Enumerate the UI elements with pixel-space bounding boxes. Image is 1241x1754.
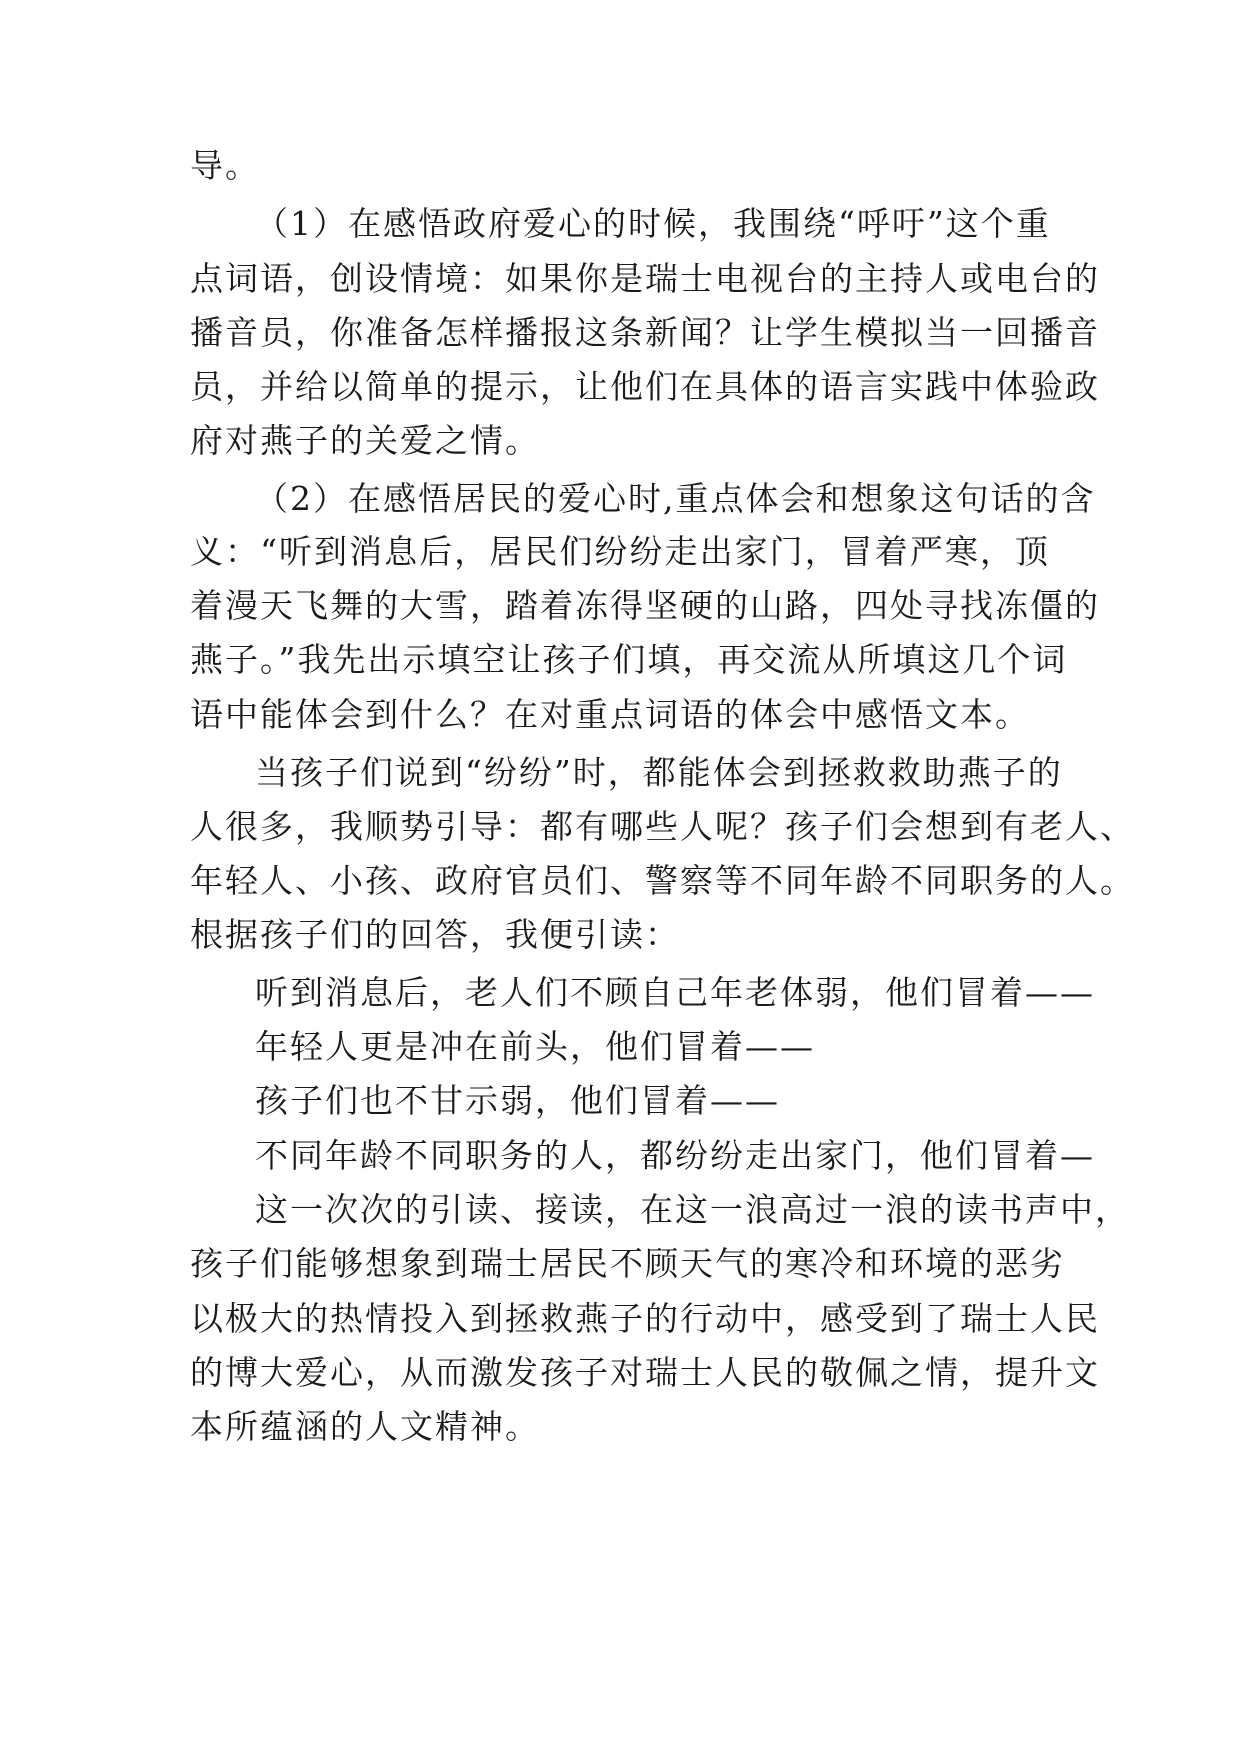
- quote-line: 听到消息后，老人们不顾自己年老体弱，他们冒着——: [255, 973, 1095, 1012]
- quote-line: 孩子们也不甘示弱，他们冒着——: [255, 1081, 780, 1120]
- paragraph-line: 孩子们能够想象到瑞士居民不顾天气的寒冷和环境的恶劣: [190, 1244, 1065, 1283]
- paragraph-line: 语中能体会到什么？在对重点词语的体会中感悟文本。: [190, 695, 1030, 734]
- paragraph-line: （1）在感悟政府爱心的时候，我围绕“呼吁”这个重: [255, 204, 1051, 243]
- paragraph-line: 年轻人、小孩、政府官员们、警察等不同年龄不同职务的人。: [190, 861, 1135, 900]
- paragraph-line: 本所蕴涵的人文精神。: [190, 1407, 540, 1446]
- paragraph-line: 点词语，创设情境：如果你是瑞士电视台的主持人或电台的: [190, 259, 1100, 298]
- paragraph-line: 当孩子们说到“纷纷”时，都能体会到拯救救助燕子的: [255, 753, 1063, 792]
- quote-line: 年轻人更是冲在前头，他们冒着——: [255, 1027, 815, 1066]
- paragraph-line: 府对燕子的关爱之情。: [190, 421, 540, 460]
- paragraph-line: 人很多，我顺势引导：都有哪些人呢？孩子们会想到有老人、: [190, 807, 1135, 846]
- paragraph-line: （2）在感悟居民的爱心时,重点体会和想象这句话的含: [255, 479, 1096, 518]
- paragraph-line: 着漫天飞舞的大雪，踏着冻得坚硬的山路，四处寻找冻僵的: [190, 586, 1100, 625]
- paragraph-line: 员，并给以简单的提示，让他们在具体的语言实践中体验政: [190, 367, 1100, 406]
- paragraph-line: 根据孩子们的回答，我便引读：: [190, 915, 680, 954]
- paragraph-line: 这一次次的引读、接读，在这一浪高过一浪的读书声中，: [255, 1190, 1130, 1229]
- paragraph-line: 的博大爱心，从而激发孩子对瑞士人民的敬佩之情，提升文: [190, 1353, 1100, 1392]
- paragraph-line: 以极大的热情投入到拯救燕子的行动中，感受到了瑞士人民: [190, 1299, 1100, 1338]
- paragraph-line: 播音员，你准备怎样播报这条新闻？让学生模拟当一回播音: [190, 313, 1100, 352]
- quote-line: 不同年龄不同职务的人，都纷纷走出家门，他们冒着—: [255, 1136, 1095, 1175]
- paragraph-line: 义：“听到消息后，居民们纷纷走出家门，冒着严寒，顶: [190, 532, 1050, 571]
- text-line: 导。: [190, 146, 260, 185]
- paragraph-line: 燕子。”我先出示填空让孩子们填，再交流从所填这几个词: [190, 640, 1068, 679]
